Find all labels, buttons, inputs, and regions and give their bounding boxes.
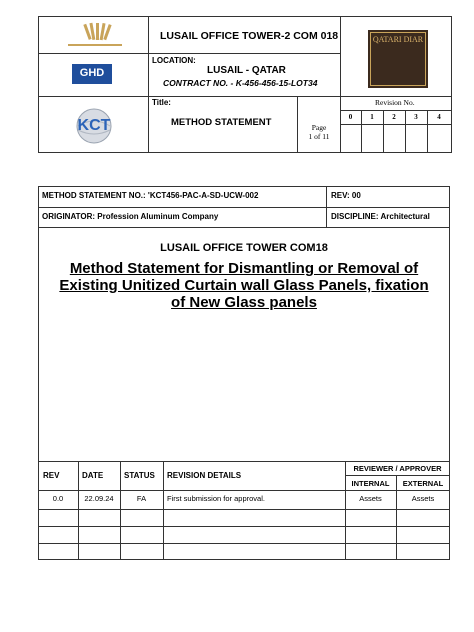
cell-internal: Assets [359,494,382,503]
revision-number: 0 [348,113,353,121]
kct-logo-text: KCT [77,117,111,134]
cell-external: Assets [411,494,435,503]
column-header-reviewer: REVIEWER / APPROVER [353,464,442,473]
column-header-date: DATE [82,471,104,480]
column-header-details: REVISION DETAILS [167,471,242,480]
project-title: LUSAIL OFFICE TOWER-2 COM 018 [160,30,339,42]
cell-rev: 0.0 [52,494,64,503]
column-header-external: EXTERNAL [402,479,444,488]
revision-number: 1 [370,113,374,121]
location-label: LOCATION: [152,56,196,65]
method-statement-number: METHOD STATEMENT NO.: 'KCT456-PAC-A-SD-UCW-002 [42,191,259,200]
title-value: METHOD STATEMENT [171,117,272,128]
contract-number: CONTRACT NO. - K-456-456-15-LOT34 [163,78,318,88]
qatari-diar-logo [368,30,428,88]
revision-number: 2 [392,113,396,121]
column-header-rev: REV [43,471,60,480]
location-value: LUSAIL - QATAR [207,65,286,76]
discipline: DISCIPLINE: Architectural [331,212,430,221]
revision-number: 4 [437,113,441,121]
originator: ORIGINATOR: Profession Aluminum Company [42,212,219,221]
revision-code: REV: 00 [331,191,361,200]
kct-logo [64,106,124,146]
revision-number: 3 [414,113,418,121]
document-subtitle: LUSAIL OFFICE TOWER COM18 [160,242,328,254]
document-title-line: Existing Unitized Curtain wall Glass Panels, fixation [59,277,429,294]
qatari-diar-logo-text: QATARI DIAR [372,35,424,44]
cell-details: First submission for approval. [167,494,265,503]
revision-label: Revision No. [375,98,415,107]
title-label: Title: [152,98,171,107]
ghd-logo [72,64,112,84]
ghd-logo-text: GHD [79,67,105,79]
document-title-line: Method Statement for Dismantling or Removal of [69,260,419,277]
cell-date: 22.09.24 [84,494,114,503]
developer-logo [60,20,130,50]
cell-status: FA [136,494,147,503]
document-title-line: of New Glass panels [171,294,317,311]
column-header-internal: INTERNAL [351,479,390,488]
page-value: 1 of 11 [308,132,330,141]
column-header-status: STATUS [124,471,155,480]
page-label: Page [311,123,327,132]
